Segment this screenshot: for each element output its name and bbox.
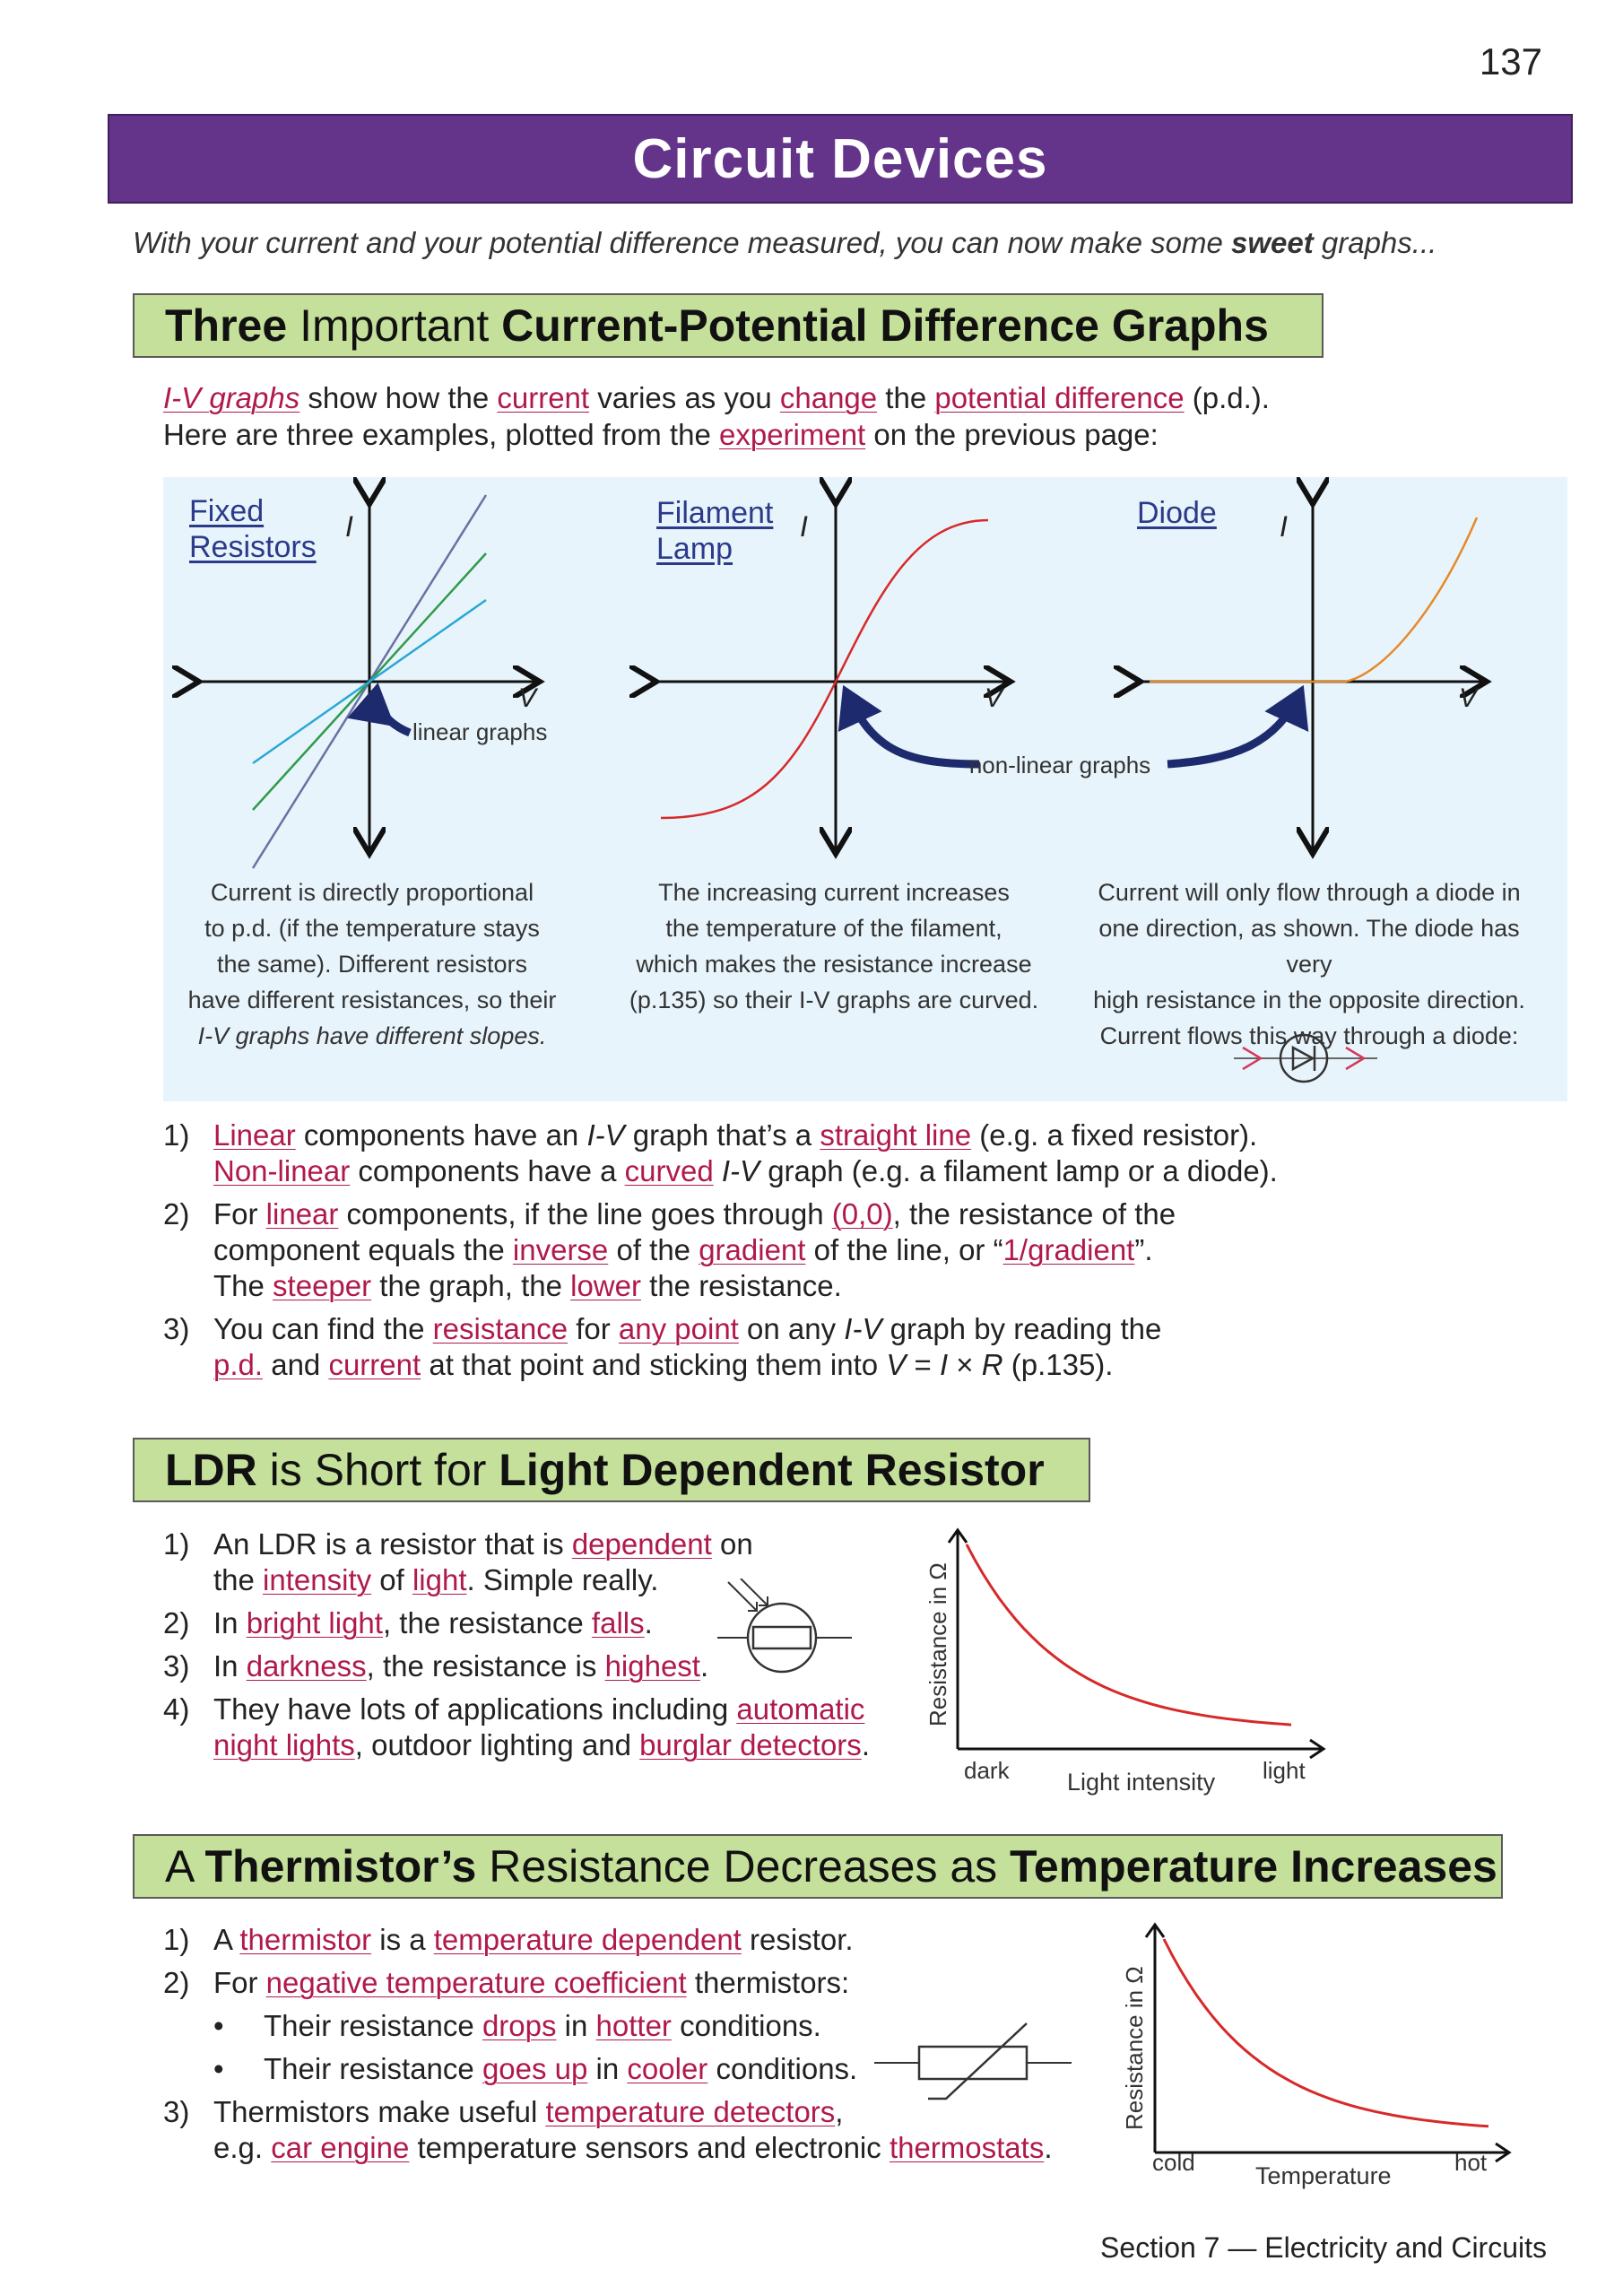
key-term: automatic	[736, 1692, 865, 1726]
text: A	[213, 1923, 240, 1956]
key-term: straight line	[820, 1118, 972, 1152]
page-title: Circuit Devices	[632, 127, 1048, 190]
heading-bold: Three	[165, 300, 288, 351]
key-term: steeper	[273, 1269, 372, 1302]
caption-line: The increasing current increases	[658, 879, 1010, 906]
text: V	[886, 1348, 907, 1381]
chart-xlabel: Temperature	[1255, 2162, 1392, 2189]
text: varies as you	[589, 381, 780, 414]
key-term: lower	[570, 1269, 641, 1302]
key-term: current	[328, 1348, 421, 1381]
intro-part: graphs...	[1313, 226, 1437, 259]
text: in	[587, 2052, 628, 2085]
filament-lamp-caption	[619, 874, 1049, 1018]
iv-graphs-svg	[163, 477, 1567, 944]
diode-symbol-icon	[1234, 1031, 1377, 1085]
key-term: falls	[591, 1606, 645, 1639]
page-number: 137	[1479, 40, 1542, 83]
text: . Simple really.	[466, 1563, 659, 1596]
text: I-V	[586, 1118, 625, 1152]
nonlinear-graphs-annotation: non-linear graphs	[968, 752, 1151, 778]
text: (e.g. a fixed resistor).	[971, 1118, 1258, 1152]
text: the resistance.	[640, 1269, 842, 1302]
text: For	[213, 1966, 266, 1999]
text: components, if the line goes through	[338, 1197, 832, 1231]
text: of	[371, 1563, 412, 1596]
key-term: current	[497, 381, 590, 414]
text: on any	[738, 1312, 845, 1345]
text: on	[711, 1527, 753, 1561]
chart-x-left: cold	[1152, 2149, 1195, 2176]
list-item	[163, 1311, 1544, 1383]
key-term: Linear	[213, 1118, 296, 1152]
key-term: dependent	[571, 1527, 712, 1561]
key-term: resistance	[432, 1312, 568, 1345]
text: , the resistance is	[366, 1649, 605, 1683]
caption-line: have different resistances, so their	[187, 987, 557, 1013]
text: is a	[371, 1923, 434, 1956]
item-number: 3)	[163, 1649, 190, 1683]
list-item	[163, 1922, 1060, 1958]
iv-intro-line2	[163, 416, 1159, 453]
lamp-curve	[661, 520, 988, 818]
intro-text	[133, 226, 1436, 260]
caption-line: I-V graphs have different slopes.	[197, 1022, 547, 1049]
text: the graph, the	[371, 1269, 571, 1302]
text: of the	[608, 1233, 699, 1266]
nonlinear-arrow-left	[846, 692, 979, 764]
key-term: darkness	[246, 1649, 367, 1683]
caption-line: high resistance in the opposite direction.	[1093, 987, 1525, 1013]
text: temperature sensors and electronic	[409, 2131, 890, 2164]
fixed-resistors-caption	[184, 874, 560, 1054]
text: In	[213, 1606, 247, 1639]
text: ×	[948, 1348, 982, 1381]
key-term: intensity	[263, 1563, 372, 1596]
iv-intro-line1	[163, 379, 1270, 416]
key-term: drops	[482, 2009, 557, 2042]
item-number: 1)	[163, 1118, 190, 1152]
text: .	[861, 1728, 870, 1761]
thermistor-resistance-curve	[1164, 1939, 1488, 2126]
text: in	[556, 2009, 596, 2042]
key-term: highest	[604, 1649, 700, 1683]
text: =	[906, 1348, 940, 1381]
text: on the previous page:	[865, 418, 1159, 451]
caption-line: (p.135) so their I-V graphs are curved.	[629, 987, 1039, 1013]
key-term: (0,0)	[831, 1197, 893, 1231]
linear-arrow	[377, 691, 410, 733]
label-line: Resistors	[189, 530, 317, 564]
text: ”.	[1134, 1233, 1153, 1266]
text: (p.135).	[1002, 1348, 1114, 1381]
key-term: burglar detectors	[639, 1728, 862, 1761]
text: Thermistors make useful	[213, 2095, 546, 2128]
chart-x-right: hot	[1454, 2149, 1488, 2176]
key-term: I-V graphs	[163, 381, 300, 414]
key-term: linear	[265, 1197, 339, 1231]
text: for	[568, 1312, 619, 1345]
key-term: curved	[624, 1154, 714, 1187]
intro-bold: sweet	[1231, 226, 1314, 259]
ldr-resistance-curve	[967, 1544, 1291, 1725]
label-line: Lamp	[656, 532, 733, 566]
caption-line: Current flows this way through a diode:	[1099, 1022, 1519, 1049]
heading-bold: Light Dependent Resistor	[499, 1445, 1045, 1495]
chart-x-right: light	[1263, 1757, 1306, 1784]
heading-text: Resistance Decreases as	[476, 1841, 1011, 1892]
heading-bold: Temperature Increases	[1010, 1841, 1497, 1892]
heading-bold: Current-Potential Difference Graphs	[501, 300, 1269, 351]
key-term: night lights	[213, 1728, 355, 1761]
caption-line: the same). Different resistors	[216, 951, 528, 978]
intro-part: With your current and your potential difference measured, you can now make some	[133, 226, 1231, 259]
ldr-chart	[915, 1525, 1336, 1803]
v-axis-label: V	[1459, 683, 1478, 713]
chart-x-left: dark	[964, 1757, 1010, 1784]
text: You can find the	[213, 1312, 433, 1345]
key-term: 1/gradient	[1002, 1233, 1135, 1266]
label-line: Fixed	[189, 494, 265, 528]
key-term: change	[779, 381, 878, 414]
text: show how the	[299, 381, 498, 414]
key-term: negative temperature coefficient	[265, 1966, 687, 1999]
key-term: light	[412, 1563, 467, 1596]
text: In	[213, 1649, 247, 1683]
key-term: gradient	[699, 1233, 806, 1266]
chart-ylabel: Resistance in Ω	[924, 1562, 951, 1726]
key-term: goes up	[482, 2052, 588, 2085]
text: and	[263, 1348, 329, 1381]
text: ,	[835, 2095, 844, 2128]
v-axis-label: V	[518, 683, 537, 713]
item-number: 1)	[163, 1923, 190, 1956]
key-term: thermostats	[889, 2131, 1045, 2164]
heading-bold: Thermistor’s	[204, 1841, 477, 1892]
v-axis-label: V	[985, 683, 1003, 713]
label-line: Filament	[656, 496, 774, 530]
text: (p.d.).	[1184, 381, 1270, 414]
text: at that point and sticking them into	[421, 1348, 887, 1381]
key-term: any point	[618, 1312, 739, 1345]
text: resistor.	[741, 1923, 854, 1956]
text: .	[699, 1649, 709, 1683]
page-title-bar	[108, 114, 1573, 204]
key-term: p.d.	[213, 1348, 264, 1381]
key-term: temperature dependent	[433, 1923, 742, 1956]
heading-text: is Short for	[256, 1445, 499, 1495]
text: conditions.	[671, 2009, 821, 2042]
i-axis-label: I	[1280, 510, 1288, 543]
text	[714, 1154, 722, 1187]
text: the	[213, 1563, 264, 1596]
bullet: •	[213, 2009, 224, 2042]
key-term: thermistor	[239, 1923, 372, 1956]
text: I	[939, 1348, 949, 1381]
text: e.g.	[213, 2131, 272, 2164]
caption-line: one direction, as shown. The diode has very	[1098, 915, 1520, 978]
text: components have a	[350, 1154, 625, 1187]
text: graph by reading the	[881, 1312, 1162, 1345]
text: R	[981, 1348, 1003, 1381]
key-term: car engine	[271, 2131, 410, 2164]
text: , the resistance of the	[892, 1197, 1176, 1231]
caption-line: which makes the resistance increase	[636, 951, 1032, 978]
i-axis-label: I	[800, 510, 808, 543]
text: graph that’s a	[624, 1118, 820, 1152]
item-number: 1)	[163, 1527, 190, 1561]
item-number: 4)	[163, 1692, 190, 1726]
thermistor-chart	[1112, 1919, 1533, 2206]
text: For	[213, 1197, 266, 1231]
text: Their resistance	[264, 2052, 482, 2085]
section-heading-iv-graphs	[133, 293, 1324, 358]
text: , the resistance	[382, 1606, 592, 1639]
text: .	[1044, 2131, 1053, 2164]
text: graph (e.g. a filament lamp or a diode).	[759, 1154, 1278, 1187]
ldr-symbol-icon	[717, 1578, 852, 1677]
key-term: cooler	[627, 2052, 708, 2085]
key-term: Non-linear	[213, 1154, 351, 1187]
text: An LDR is a resistor that is	[213, 1527, 572, 1561]
item-number: 2)	[163, 1966, 190, 1999]
section-heading-thermistor	[133, 1834, 1503, 1899]
text: I-V	[721, 1154, 760, 1187]
fixed-resistors-graph	[199, 495, 547, 868]
text: components have an	[295, 1118, 587, 1152]
label-line: Diode	[1137, 496, 1217, 530]
caption-line: Current will only flow through a diode in	[1098, 879, 1521, 906]
caption-line: the temperature of the filament,	[665, 915, 1002, 942]
text: Here are three examples, plotted from the	[163, 418, 719, 451]
text: Their resistance	[264, 2009, 482, 2042]
key-term: inverse	[512, 1233, 609, 1266]
diode-caption	[1076, 874, 1542, 1054]
list-item	[163, 1965, 1060, 2001]
i-axis-label: I	[345, 510, 353, 543]
text: component equals the	[213, 1233, 513, 1266]
heading-text: A	[165, 1841, 205, 1892]
text: I-V	[844, 1312, 882, 1345]
section-heading-ldr	[133, 1438, 1090, 1502]
text: .	[644, 1606, 653, 1639]
nonlinear-arrow-right	[1167, 692, 1300, 764]
key-term: experiment	[718, 418, 866, 451]
text: , outdoor lighting and	[354, 1728, 640, 1761]
bullet: •	[213, 2052, 224, 2085]
list-item	[163, 1118, 1544, 1189]
heading-text: Important	[287, 300, 502, 351]
list-item	[163, 1196, 1544, 1304]
chart-ylabel: Resistance in Ω	[1121, 1966, 1148, 2130]
text: The	[213, 1269, 273, 1302]
text: They have lots of applications including	[213, 1692, 737, 1726]
heading-bold: LDR	[165, 1445, 257, 1495]
list-item	[163, 1692, 898, 1763]
key-term: temperature detectors	[545, 2095, 836, 2128]
item-number: 2)	[163, 1197, 190, 1231]
text: conditions.	[707, 2052, 858, 2085]
thermistor-symbol-icon	[874, 2016, 1072, 2106]
key-term: potential difference	[934, 381, 1185, 414]
key-term: hotter	[595, 2009, 672, 2042]
filament-lamp-graph	[656, 504, 1011, 854]
item-number: 3)	[163, 2095, 190, 2128]
iv-points-list	[163, 1118, 1544, 1383]
diode-graph	[1141, 504, 1487, 854]
linear-graphs-annotation: linear graphs	[412, 718, 548, 745]
item-number: 3)	[163, 1312, 190, 1345]
caption-line: to p.d. (if the temperature stays	[204, 915, 540, 942]
footer: Section 7 — Electricity and Circuits	[1100, 2231, 1547, 2264]
key-term: bright light	[246, 1606, 383, 1639]
text: thermistors:	[686, 1966, 850, 1999]
text: the	[877, 381, 935, 414]
text: of the line, or “	[805, 1233, 1003, 1266]
item-number: 2)	[163, 1606, 190, 1639]
caption-line: Current is directly proportional	[210, 879, 534, 906]
chart-xlabel: Light intensity	[1067, 1769, 1216, 1796]
